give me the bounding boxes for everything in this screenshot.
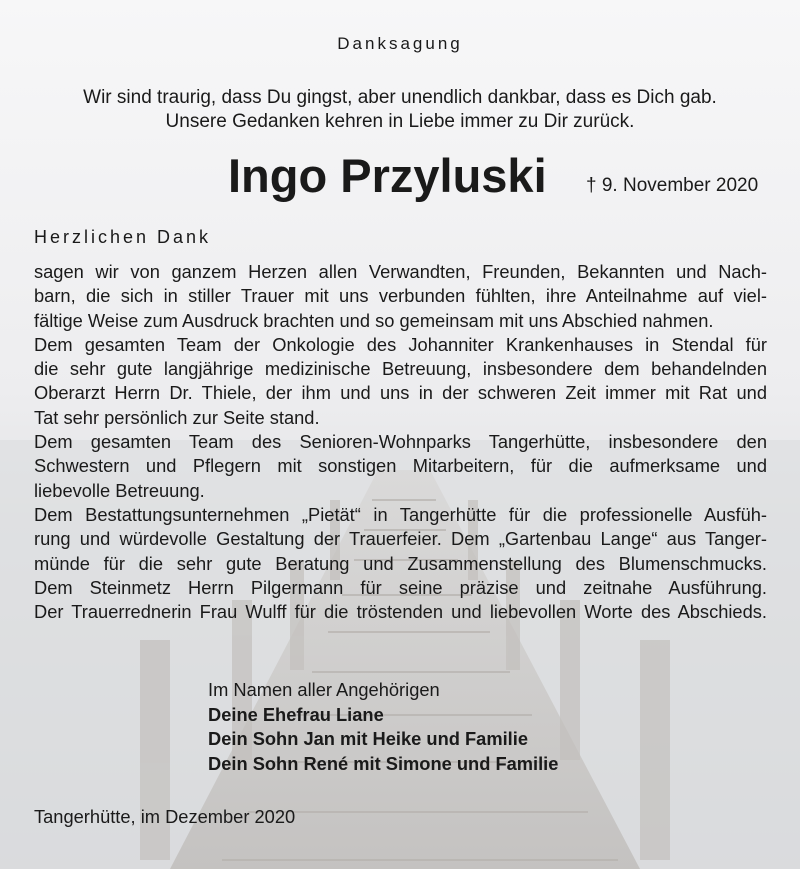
signature-block — [208, 678, 558, 776]
body-line: rung und würdevolle Gestaltung der Trauerfeier. Dem „Gartenbau Lange“ aus Tanger- — [34, 528, 767, 550]
body-line: barn, die sich in stiller Trauer mit uns verbunden fühlten, ihre Anteilnahme auf viel- — [34, 285, 767, 307]
signature-intro: Im Namen aller Angehörigen — [208, 679, 440, 700]
body-line: Dem gesamten Team der Onkologie des Johanniter Krankenhauses in Stendal für — [34, 333, 767, 355]
body-line: Dem gesamten Team des Senioren-Wohnparks Tangerhütte, insbesondere den — [34, 431, 767, 453]
body-line: Schwestern und Pflegern mit sonstigen Mitarbeitern, für die aufmerksame und — [34, 455, 767, 477]
body-line: Der Trauerrednerin Frau Wulff für die tröstenden und liebevollen Worte des Abschieds. — [34, 601, 767, 623]
motto-line: Unsere Gedanken kehren in Liebe immer zu Dir zurück. — [165, 111, 635, 132]
closing-place-date: Tangerhütte, im Dezember 2020 — [34, 806, 296, 827]
body-line: die sehr gute langjährige medizinische Betreuung, insbesondere dem behandelnden — [34, 358, 767, 380]
body-line: Dem Bestattungsunternehmen „Pietät“ in Tangerhütte für die professionelle Ausfüh- — [34, 503, 767, 525]
signature-name: Dein Sohn Jan mit Heike und Familie — [208, 728, 528, 749]
death-date: † 9. November 2020 — [586, 175, 759, 196]
body-line: fältige Weise zum Ausdruck brachten und so gemeinsam mit uns Abschied nahmen. — [34, 309, 714, 331]
signature-name: Dein Sohn René mit Simone und Familie — [208, 752, 559, 774]
thanks-heading: Herzlichen Dank — [34, 227, 212, 247]
body-line: Oberarzt Herrn Dr. Thiele, der ihm und uns in der schweren Zeit immer mit Rat und — [34, 382, 767, 404]
heading-danksagung: Danksagung — [337, 34, 463, 53]
body-line: Tat sehr persönlich zur Seite stand. — [34, 406, 320, 428]
motto — [0, 86, 800, 134]
motto-line: Wir sind traurig, dass Du gingst, aber unendlich dankbar, dass es Dich gab. — [83, 87, 717, 108]
deceased-name: Ingo Przyluski — [228, 149, 547, 202]
thanks-body — [34, 260, 767, 624]
body-line: liebevolle Betreuung. — [34, 479, 205, 501]
body-line: sagen wir von ganzem Herzen allen Verwandten, Freunden, Bekannten und Nach- — [34, 261, 767, 282]
body-line: münde für die sehr gute Beratung und Zusammenstellung des Blumenschmucks. — [34, 552, 767, 574]
signature-name: Deine Ehefrau Liane — [208, 703, 384, 725]
body-line: Dem Steinmetz Herrn Pilgermann für seine präzise und zeitnahe Ausführung. — [34, 576, 767, 598]
